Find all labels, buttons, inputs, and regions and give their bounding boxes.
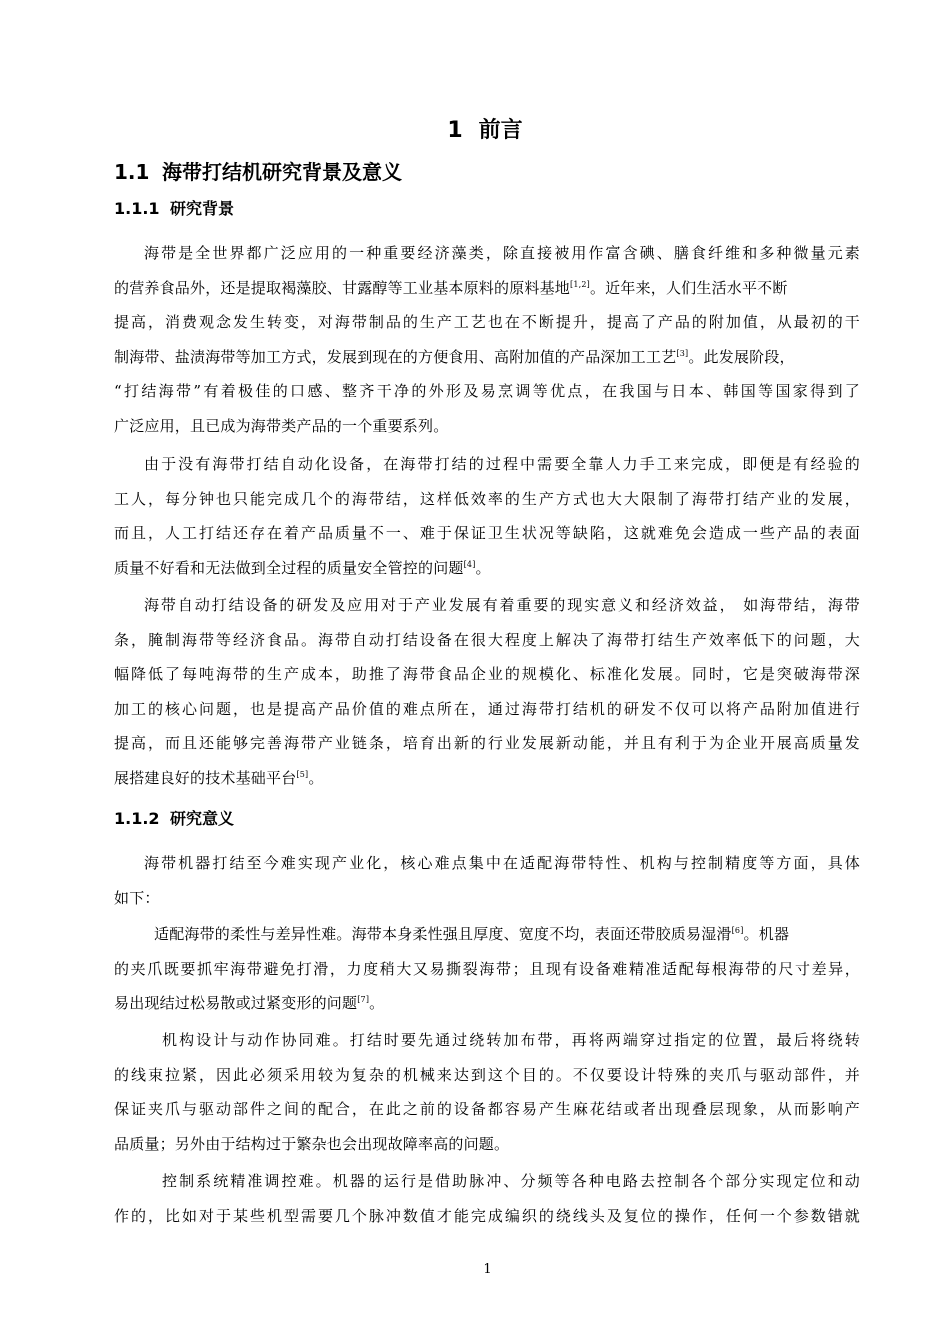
subsection-heading-significance xyxy=(114,807,234,831)
paragraph-line: 品质量；另外由于结构过于繁杂也会出现故障率高的问题。 xyxy=(114,1134,510,1153)
paragraph-line: 加工的核心问题，也是提高产品价值的难点所在，通过海带打结机的研发不仅可以将产品附加值进行 xyxy=(114,699,860,718)
paragraph-line: “打结海带”有着极佳的口感、整齐干净的外形及易烹调等优点，在我国与日本、韩国等国家得到了 xyxy=(114,382,860,401)
paragraph-line: 展搭建良好的技术基础平台[5]。 xyxy=(114,768,324,787)
chapter-title-text: 前言 xyxy=(478,118,523,143)
paragraph-line: 而且，人工打结还存在着产品质量不一、难于保证卫生状况等缺陷，这就难免会造成一些产品的表面 xyxy=(114,524,860,543)
paragraph-line: 如下： xyxy=(114,888,160,907)
paragraph-flexibility-difficulty xyxy=(114,917,860,1021)
paragraph-line: 由于没有海带打结自动化设备，在海带打结的过程中需要全靠人力手工来完成，即便是有经验的 xyxy=(144,455,860,473)
paragraph-line: 的营养食品外，还是提取褐藻胶、甘露醇等工业基本原料的原料基地[1,2]。近年来，人们生活水平不断 xyxy=(114,278,788,297)
paragraph-line: 机构设计与动作协同难。打结时要先通过绕转加布带，再将两端穿过指定的位置，最后将绕转 xyxy=(162,1031,860,1049)
paragraph-line: 质量不好看和无法做到全过程的质量安全管控的问题[4]。 xyxy=(114,558,491,577)
paragraph-background-1 xyxy=(114,236,860,444)
paragraph-background-3 xyxy=(114,588,860,796)
subsection-number: 1.1.2 xyxy=(114,809,160,828)
chapter-number: 1 xyxy=(447,118,463,143)
citation: [5] xyxy=(296,769,309,779)
paragraph-control-difficulty xyxy=(114,1164,860,1233)
paragraph-line: 的线束拉紧，因此必须采用较为复杂的机械来达到这个目的。不仅要设计特殊的夹爪与驱动部件，并 xyxy=(114,1065,860,1084)
citation: [7] xyxy=(357,995,370,1005)
paragraph-line: 工人，每分钟也只能完成几个的海带结，这样低效率的生产方式也大大限制了海带打结产业的发展， xyxy=(114,489,860,508)
paragraph-line: 保证夹爪与驱动部件之间的配合，在此之前的设备都容易产生麻花结或者出现叠层现象，从而影响产 xyxy=(114,1100,860,1119)
citation: [1,2] xyxy=(570,279,590,289)
paragraph-line: 适配海带的柔性与差异性难。海带本身柔性强且厚度、宽度不均，表面还带胶质易湿滑[6]。机器 xyxy=(154,925,790,943)
paragraph-line: 易出现结过松易散或过紧变形的问题[7]。 xyxy=(114,994,385,1013)
citation: [3] xyxy=(676,348,689,358)
citation: [6] xyxy=(731,926,744,935)
citation: [4] xyxy=(463,559,476,569)
paragraph-line: 海带自动打结设备的研发及应用对于产业发展有着重要的现实意义和经济效益， 如海带结，海带 xyxy=(144,596,860,614)
paragraph-significance-intro xyxy=(114,846,860,915)
paragraph-line: 条，腌制海带等经济食品。海带自动打结设备在很大程度上解决了海带打结生产效率低下的问题，大 xyxy=(114,630,860,649)
paragraph-background-2 xyxy=(114,447,860,585)
subsection-heading-background xyxy=(114,197,234,221)
paragraph-line: 提高，而且还能够完善海带产业链条，培育出新的行业发展新动能，并且有利于为企业开展高质量发 xyxy=(114,734,860,753)
paragraph-line: 海带是全世界都广泛应用的一种重要经济藻类，除直接被用作富含碘、膳食纤维和多种微量元素 xyxy=(144,244,860,262)
paragraph-line: 作的，比如对于某些机型需要几个脉冲数值才能完成编织的绕线头及复位的操作，任何一个参数错就 xyxy=(114,1206,860,1225)
page-number: 1 xyxy=(483,1262,492,1277)
section-number: 1.1 xyxy=(114,160,150,184)
subsection-number: 1.1.1 xyxy=(114,199,160,218)
paragraph-line: 的夹爪既要抓牢海带避免打滑，力度稍大又易撕裂海带；且现有设备难精准适配每根海带的尺寸差异， xyxy=(114,959,860,978)
section-title: 海带打结机研究背景及意义 xyxy=(162,160,402,184)
paragraph-line: 广泛应用，且已成为海带类产品的一个重要系列。 xyxy=(114,416,449,435)
chapter-title xyxy=(0,116,950,146)
subsection-title: 研究背景 xyxy=(170,199,235,218)
section-heading xyxy=(114,158,402,186)
paragraph-line: 提高，消费观念发生转变，对海带制品的生产工艺也在不断提升，提高了产品的附加值，从最初的干 xyxy=(114,313,860,332)
paragraph-line: 控制系统精准调控难。机器的运行是借助脉冲、分频等各种电路去控制各个部分实现定位和动 xyxy=(162,1172,860,1190)
paragraph-line: 海带机器打结至今难实现产业化，核心难点集中在适配海带特性、机构与控制精度等方面，具体 xyxy=(144,854,860,872)
paragraph-line: 幅降低了每吨海带的生产成本，助推了海带食品企业的规模化、标准化发展。同时，它是突破海带深 xyxy=(114,665,860,684)
paragraph-line: 制海带、盐渍海带等加工方式，发展到现在的方便食用、高附加值的产品深加工工艺[3]。此发展阶段， xyxy=(114,347,795,366)
subsection-title: 研究意义 xyxy=(170,809,235,828)
paragraph-mechanism-difficulty xyxy=(114,1023,860,1161)
